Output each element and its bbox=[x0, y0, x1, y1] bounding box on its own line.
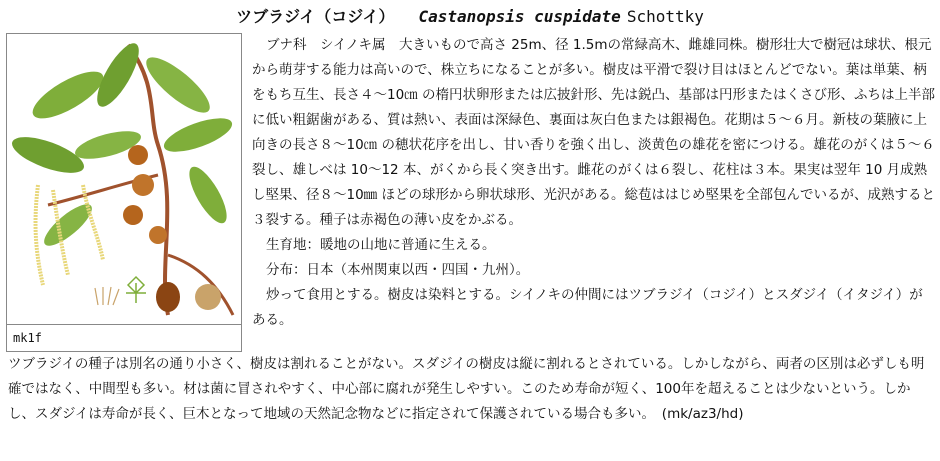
scientific-name: Castanopsis cuspidate bbox=[418, 7, 621, 26]
description-paragraph: ブナ科 シイノキ属 大きいもので高さ 25m、径 1.5mの常緑高木、雌雄同株。樹形壮大で樹冠は球状、根元から萌芽する能力は高いので、株立ちになることが多い。樹皮は平滑で裂け目はほとんどでない。葉は単葉、柄をもち互生、長さ４～10㎝ の楕円状卵形または広披針形、先は鋭凸、基部は円形またはくさび形、ふちは上半部に低い粗鋸歯がある、質は熱い、表面は深緑色、裏面は灰白色または銀褐色。花期は５～６月。新枝の葉腋に上向きの長さ８～10㎝ の穂状花序を出し、甘い香りを強く出し、淡黄色の雄花を密につける。雄花のがくは５～６裂し、雄しべは 10～12 本、がくから長く突き出す。雌花のがくは６裂し、花柱は３本。果実は翌年 10 月成熟し堅果、径８～10㎜ ほどの球形から卵状球形、光沢がある。総苞ははじめ堅果を全部包んでいるが、成熟すると３裂する。種子は赤褐色の薄い皮をかぶる。 bbox=[252, 37, 935, 228]
full-width-text bbox=[8, 352, 936, 427]
distribution-line: 分布：日本（本州関東以西・四国・九州）。 bbox=[266, 262, 530, 278]
leaf bbox=[160, 111, 236, 158]
leaf bbox=[26, 63, 109, 127]
author-name: Schottky bbox=[626, 7, 704, 26]
stamen-detail bbox=[95, 287, 119, 305]
nut bbox=[149, 226, 167, 244]
catkin bbox=[36, 185, 43, 285]
nut-detail bbox=[195, 284, 221, 310]
botanical-illustration bbox=[8, 35, 240, 322]
japanese-name: ツブラジイ（コジイ） bbox=[236, 7, 395, 26]
page-title bbox=[0, 6, 940, 28]
nut bbox=[132, 174, 154, 196]
leaf bbox=[182, 162, 233, 228]
flower-detail bbox=[126, 277, 146, 303]
nut bbox=[128, 145, 148, 165]
usage-paragraph-start: 炒って食用とする。樹皮は染料とする。シイノキの仲間にはツブラジイ（コジイ）とスダジイ（イタジイ）がある。 bbox=[252, 287, 923, 328]
figure-caption: mk1f bbox=[7, 324, 241, 351]
habitat-line: 生育地：暖地の山地に普通に生える。 bbox=[266, 237, 496, 253]
usage-paragraph-continued: ツブラジイの種子は別名の通り小さく、樹皮は割れることがない。スダジイの樹皮は縦に割れるとされている。しかしながら、両者の区別は必ずしも明確ではなく、中間型も多い。材は菌に冒されやすく、中心部に腐れが発生しやすい。このため寿命が短く、100年を超えることは少ないという。しかし、スダジイは寿命が長く、巨木となって地域の天然記念物などに指定されて保護されている場合も多い。 (mk/az3/hd) bbox=[8, 356, 925, 422]
nut-detail bbox=[156, 282, 180, 312]
nut bbox=[123, 205, 143, 225]
figure-box bbox=[6, 33, 242, 352]
side-text-column bbox=[252, 33, 936, 333]
